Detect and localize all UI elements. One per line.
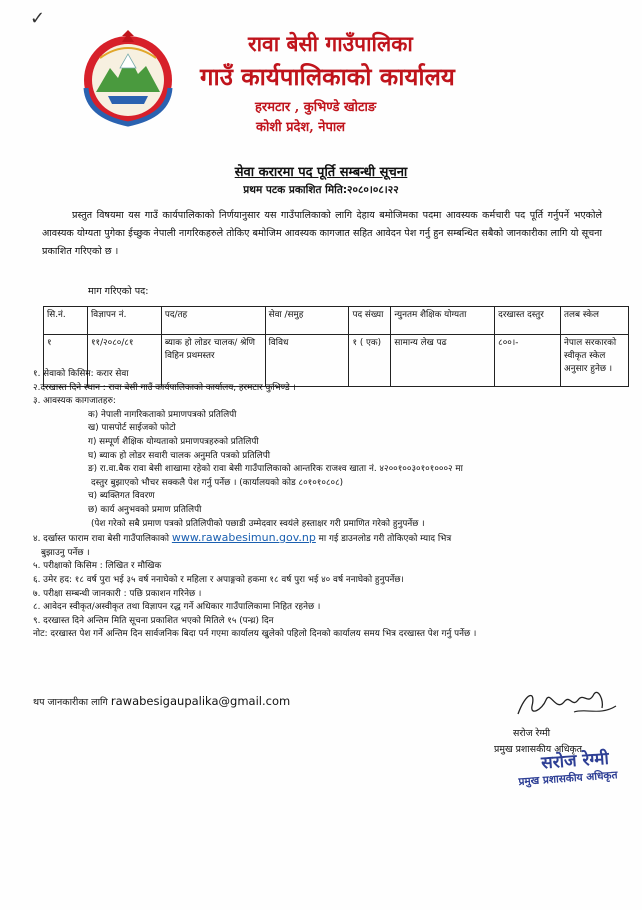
doc-item: च) ब्यक्तिगत विवरण: [88, 491, 155, 502]
service-type-line: १. सेवाको किसिम: करार सेवा: [33, 369, 129, 379]
contact-email[interactable]: rawabesigaupalika@gmail.com: [110, 694, 291, 708]
signer-name: सरोज रेग्मी: [513, 728, 551, 739]
application-place-line: २.दरखास्त दिने स्थान : रावा बेसी गाउँ कार्यपालिकाको कार्यालय, हरमटार कुभिण्डे ।: [33, 382, 296, 393]
age-limit-line: ६. उमेर हद: १८ वर्ष पुरा भई ३५ वर्ष ननाघेको र महिला र अपाङ्गको हकमा १८ वर्ष पुरा भई ४० वर्ष ननाघेको हुनुपर्नेछ।: [33, 574, 404, 585]
form-download-text-2: मा गई डाउनलोड गरी तोकिएको म्याद भित्र: [318, 534, 452, 545]
col-header-serial: सि.नं.: [44, 307, 88, 335]
handwritten-signature: [512, 682, 622, 722]
office-address: हरमटार , कुभिण्डे खोटाङ: [255, 100, 377, 115]
form-download-line-end: बुझाउनु पर्नेछ ।: [41, 547, 90, 558]
municipality-emblem-icon: [78, 28, 178, 128]
doc-item: ग) सम्पूर्ण शैक्षिक योग्यताको प्रमाणपत्रहरुको प्रतिलिपी: [88, 436, 259, 447]
cell-application-fee: ८००।-: [495, 335, 561, 387]
cell-salary-scale: नेपाल सरकारको स्वीकृत स्केल अनुसार हुनेछ ।: [561, 335, 629, 387]
form-download-text: ४. दर्खास्त फाराम रावा बेसी गाउँपालिकाको: [33, 534, 170, 545]
col-header-post-level: पद/तह: [161, 307, 265, 335]
doc-item: घ) ब्याक हो लोडर सवारी चालक अनुमति पत्रको प्रतिलिपी: [88, 450, 271, 461]
exam-type-line: ५. परीक्षाको किसिम : लिखित र मौखिक: [33, 561, 162, 572]
cell-ad-number: ११/२०८०/८१: [87, 335, 161, 387]
deadline-line: ९. दरखास्त दिने अन्तिम मिति सूचना प्रकाशित भएको मितिले १५ (पन्ध्र) दिन: [33, 615, 274, 626]
notice-details: [33, 368, 623, 642]
contact-line: [33, 694, 290, 708]
exam-info-line: ७. परीक्षा सम्बन्धी जानकारी : पछि प्रकाशन गरिनेछ ।: [33, 588, 202, 599]
website-link[interactable]: www.rawabesimun.gov.np: [171, 531, 316, 545]
doc-note: (पेश गरेको सबै प्रमाण पत्रको प्रतिलिपीको पछाडी उम्मेदवार स्वयंले हस्ताक्षर गरी प्रमाणित गरेको हुनुपर्नेछ ।: [91, 518, 425, 529]
contact-label: थप जानकारीका लागि: [33, 697, 108, 708]
cell-serial: १: [44, 335, 88, 387]
official-stamp: [516, 744, 639, 802]
cell-min-qualification: सामान्य लेख पढ: [391, 335, 495, 387]
col-header-min-qualification: न्युनतम शैक्षिक योग्यता: [391, 307, 495, 335]
signer-title: प्रमुख प्रशासकीय अधिकृत: [494, 744, 583, 755]
doc-item: क) नेपाली नागरिकताको प्रमाणपत्रको प्रतिलिपी: [88, 409, 237, 420]
required-docs-heading: ३. आवस्यक कागजातहरु:: [33, 396, 116, 407]
form-download-line: [33, 531, 623, 547]
office-name: गाउँ कार्यपालिकाको कार्यालय: [200, 62, 455, 91]
doc-item: छ) कार्य अनुभवको प्रमाण प्रतिलिपी: [88, 504, 202, 515]
doc-item: ख) पासपोर्ट साईजको फोटो: [88, 423, 176, 434]
table-header-row: [44, 307, 629, 335]
cell-post-level: ब्याक हो लोडर चालक/ श्रेणि विहिन प्रथमस्तर: [161, 335, 265, 387]
cell-service-group: विविध: [265, 335, 349, 387]
corner-handwritten-mark: ✓: [30, 8, 46, 29]
doc-item: ङ) रा.वा.बैक रावा बेसी शाखामा रहेको रावा बेसी गाउँपालिकाको आन्तरिक राजश्व खाता नं. ४२००१००३०१०१०००२ मा: [88, 464, 463, 475]
doc-item: दस्तुर बुझाएको भौचर सक्कलै पेश गर्नु पर्नेछ । (कार्यालयको कोड ८०१०१०८०८): [91, 477, 344, 488]
municipality-name: रावा बेसी गाउँपालिका: [248, 31, 413, 56]
col-header-service-group: सेवा /समुह: [265, 307, 349, 335]
stamp-title: प्रमुख प्रशासकीय अधिकृत: [518, 769, 618, 789]
stamp-name: सरोज रेग्मी: [540, 748, 610, 774]
note-line: नोट: दरखास्त पेश गर्ने अन्तिम दिन सार्वजनिक बिदा पर्न गएमा कार्यालय खुलेको पहिलो दिनको कार्यालय समय भित्र दरखास्त पेश गर्नु पर्नेछ ।: [33, 629, 477, 640]
rights-line: ८. आवेदन स्वीकृत/अस्वीकृत तथा विज्ञापन रद्ध गर्ने अधिकार गाउँपालिकामा निहित रहनेछ ।: [33, 602, 321, 613]
col-header-salary-scale: तलब स्केल: [561, 307, 629, 335]
demanded-posts-label: माग गरिएको पद:: [88, 286, 149, 297]
cell-post-count: १ ( एक): [349, 335, 391, 387]
notice-title: सेवा करारमा पद पूर्ति सम्बन्धी सूचना: [234, 165, 408, 180]
published-date: प्रथम पटक प्रकाशित मिति:२०८०।०८।२२: [243, 184, 399, 196]
col-header-application-fee: दरखास्त दस्तुर: [495, 307, 561, 335]
col-header-post-count: पद संख्या: [349, 307, 391, 335]
intro-paragraph: प्रस्तुत विषयमा यस गाउँ कार्यपालिकाको निर्णयानुसार यस गाउँपालिकाको लागि देहाय बमोजिमका पदमा आवस्यक कर्मचारी पद पूर्ति गर्नुपर्ने भएकोले आवस्यक योग्यता पुगेका ईच्छुक नेपाली नागरिकहरुले तोकिए बमोजिम आवस्यक कागजात सहित आवेदन पेश गर्नु हुन सम्बन्धित सबैको जानकारीका लागि यो सूचना प्रकाशित गरिएको छ ।: [42, 210, 602, 257]
col-header-ad-number: विज्ञापन नं.: [87, 307, 161, 335]
province-country: कोशी प्रदेश, नेपाल: [256, 120, 346, 135]
